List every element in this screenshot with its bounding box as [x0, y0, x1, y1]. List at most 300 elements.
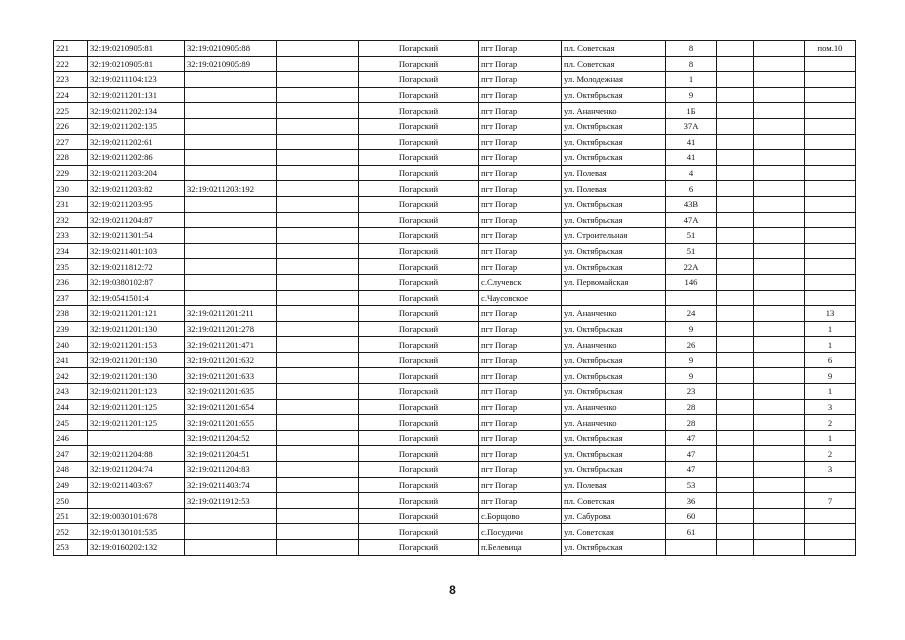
table-row — [54, 540, 856, 556]
empty-cell — [717, 212, 754, 228]
table-row — [54, 306, 856, 322]
premise-cadastral-number-cell: 32:19:0211403:74 — [185, 477, 277, 493]
street-cell: ул. Октябрьская — [562, 462, 666, 478]
empty-cell — [277, 228, 359, 244]
row-number-cell: 222 — [54, 56, 88, 72]
empty-cell — [754, 274, 805, 290]
empty-cell — [277, 477, 359, 493]
page-number: 8 — [449, 583, 456, 597]
house-number-cell: 28 — [666, 399, 717, 415]
street-cell: ул. Октябрьская — [562, 384, 666, 400]
premise-cadastral-number-cell: 32:19:0211204:51 — [185, 446, 277, 462]
premise-number-cell: 1 — [805, 337, 856, 353]
settlement-cell: пгт Погар — [479, 259, 562, 275]
cadastral-number-cell: 32:19:0211301:54 — [88, 228, 185, 244]
house-number-cell: 51 — [666, 243, 717, 259]
premise-number-cell — [805, 87, 856, 103]
premise-number-cell: 7 — [805, 493, 856, 509]
empty-cell — [277, 462, 359, 478]
settlement-cell: пгт Погар — [479, 306, 562, 322]
cadastral-number-cell: 32:19:0130101:535 — [88, 524, 185, 540]
premise-number-cell — [805, 290, 856, 306]
empty-cell — [754, 540, 805, 556]
empty-cell — [754, 118, 805, 134]
premise-cadastral-number-cell: 32:19:0211201:278 — [185, 321, 277, 337]
table-row — [54, 134, 856, 150]
street-cell: ул. Октябрьская — [562, 87, 666, 103]
premise-number-cell: 13 — [805, 306, 856, 322]
district-cell: Погарский — [359, 134, 479, 150]
street-cell: ул. Сабурова — [562, 508, 666, 524]
empty-cell — [754, 352, 805, 368]
street-cell: ул. Ананченко — [562, 306, 666, 322]
premise-cadastral-number-cell — [185, 243, 277, 259]
district-cell: Погарский — [359, 259, 479, 275]
empty-cell — [717, 352, 754, 368]
premise-cadastral-number-cell — [185, 134, 277, 150]
empty-cell — [717, 41, 754, 57]
street-cell: ул. Октябрьская — [562, 134, 666, 150]
street-cell: пл. Советская — [562, 56, 666, 72]
empty-cell — [754, 243, 805, 259]
house-number-cell — [666, 290, 717, 306]
table-row — [54, 493, 856, 509]
empty-cell — [717, 508, 754, 524]
cadastral-number-cell: 32:19:0211201:130 — [88, 368, 185, 384]
empty-cell — [754, 228, 805, 244]
district-cell: Погарский — [359, 181, 479, 197]
street-cell: ул. Октябрьская — [562, 321, 666, 337]
premise-number-cell — [805, 150, 856, 166]
premise-number-cell — [805, 477, 856, 493]
premise-cadastral-number-cell: 32:19:0211912:53 — [185, 493, 277, 509]
table-row — [54, 165, 856, 181]
premise-number-cell: 1 — [805, 430, 856, 446]
street-cell: ул. Строительная — [562, 228, 666, 244]
premise-cadastral-number-cell: 32:19:0211201:635 — [185, 384, 277, 400]
house-number-cell: 47 — [666, 430, 717, 446]
empty-cell — [277, 306, 359, 322]
empty-cell — [277, 368, 359, 384]
empty-cell — [754, 165, 805, 181]
empty-cell — [754, 462, 805, 478]
settlement-cell: пгт Погар — [479, 181, 562, 197]
empty-cell — [754, 56, 805, 72]
house-number-cell: 53 — [666, 477, 717, 493]
empty-cell — [754, 477, 805, 493]
street-cell: ул. Октябрьская — [562, 446, 666, 462]
empty-cell — [277, 399, 359, 415]
district-cell: Погарский — [359, 368, 479, 384]
table-row — [54, 290, 856, 306]
cadastral-number-cell: 32:19:0211201:130 — [88, 321, 185, 337]
table-row — [54, 321, 856, 337]
empty-cell — [717, 118, 754, 134]
cadastral-number-cell: 32:19:0211202:86 — [88, 150, 185, 166]
empty-cell — [717, 72, 754, 88]
house-number-cell: 1Б — [666, 103, 717, 119]
table-row — [54, 243, 856, 259]
premise-cadastral-number-cell — [185, 274, 277, 290]
street-cell: ул. Молодежная — [562, 72, 666, 88]
district-cell: Погарский — [359, 430, 479, 446]
table-row — [54, 524, 856, 540]
street-cell: ул. Октябрьская — [562, 352, 666, 368]
empty-cell — [717, 290, 754, 306]
premise-cadastral-number-cell: 32:19:0210905:88 — [185, 41, 277, 57]
house-number-cell: 47 — [666, 462, 717, 478]
district-cell: Погарский — [359, 212, 479, 228]
cadastral-number-cell: 32:19:0211201:125 — [88, 415, 185, 431]
district-cell: Погарский — [359, 118, 479, 134]
district-cell: Погарский — [359, 150, 479, 166]
district-cell: Погарский — [359, 41, 479, 57]
table-row — [54, 462, 856, 478]
premise-number-cell — [805, 243, 856, 259]
table-body — [54, 41, 856, 556]
district-cell: Погарский — [359, 493, 479, 509]
empty-cell — [717, 446, 754, 462]
premise-number-cell — [805, 118, 856, 134]
row-number-cell: 239 — [54, 321, 88, 337]
settlement-cell: п.Белевица — [479, 540, 562, 556]
street-cell: ул. Октябрьская — [562, 540, 666, 556]
house-number-cell: 22А — [666, 259, 717, 275]
cadastral-number-cell: 32:19:0160202:132 — [88, 540, 185, 556]
street-cell: ул. Октябрьская — [562, 368, 666, 384]
house-number-cell: 61 — [666, 524, 717, 540]
district-cell: Погарский — [359, 399, 479, 415]
premise-cadastral-number-cell — [185, 87, 277, 103]
house-number-cell — [666, 540, 717, 556]
table-row — [54, 259, 856, 275]
house-number-cell: 6 — [666, 181, 717, 197]
cadastral-number-cell: 32:19:0210905:81 — [88, 56, 185, 72]
table-row — [54, 337, 856, 353]
table-row — [54, 430, 856, 446]
premise-cadastral-number-cell — [185, 196, 277, 212]
cadastral-number-cell: 32:19:0030101:678 — [88, 508, 185, 524]
empty-cell — [717, 368, 754, 384]
settlement-cell: пгт Погар — [479, 493, 562, 509]
settlement-cell: пгт Погар — [479, 321, 562, 337]
settlement-cell: пгт Погар — [479, 477, 562, 493]
premise-number-cell — [805, 196, 856, 212]
row-number-cell: 223 — [54, 72, 88, 88]
empty-cell — [754, 196, 805, 212]
property-registry-table — [53, 40, 856, 556]
house-number-cell: 51 — [666, 228, 717, 244]
district-cell: Погарский — [359, 228, 479, 244]
empty-cell — [277, 243, 359, 259]
premise-number-cell — [805, 524, 856, 540]
empty-cell — [717, 103, 754, 119]
empty-cell — [277, 352, 359, 368]
row-number-cell: 240 — [54, 337, 88, 353]
settlement-cell: пгт Погар — [479, 430, 562, 446]
empty-cell — [277, 508, 359, 524]
district-cell: Погарский — [359, 103, 479, 119]
row-number-cell: 230 — [54, 181, 88, 197]
empty-cell — [717, 415, 754, 431]
street-cell: ул. Ананченко — [562, 337, 666, 353]
street-cell: ул. Октябрьская — [562, 430, 666, 446]
street-cell: ул. Ананченко — [562, 415, 666, 431]
empty-cell — [717, 337, 754, 353]
row-number-cell: 253 — [54, 540, 88, 556]
premise-number-cell: 9 — [805, 368, 856, 384]
premise-number-cell — [805, 274, 856, 290]
empty-cell — [277, 118, 359, 134]
cadastral-number-cell: 32:19:0211403:67 — [88, 477, 185, 493]
table-row — [54, 274, 856, 290]
premise-cadastral-number-cell: 32:19:0211201:633 — [185, 368, 277, 384]
district-cell: Погарский — [359, 56, 479, 72]
premise-number-cell — [805, 228, 856, 244]
table-row — [54, 181, 856, 197]
district-cell: Погарский — [359, 415, 479, 431]
premise-number-cell — [805, 134, 856, 150]
cadastral-number-cell — [88, 430, 185, 446]
empty-cell — [754, 368, 805, 384]
house-number-cell: 47А — [666, 212, 717, 228]
settlement-cell: пгт Погар — [479, 352, 562, 368]
premise-cadastral-number-cell — [185, 228, 277, 244]
premise-number-cell — [805, 103, 856, 119]
row-number-cell: 238 — [54, 306, 88, 322]
cadastral-number-cell: 32:19:0211104:123 — [88, 72, 185, 88]
empty-cell — [717, 228, 754, 244]
row-number-cell: 247 — [54, 446, 88, 462]
street-cell: пл. Советская — [562, 41, 666, 57]
cadastral-number-cell: 32:19:0211201:130 — [88, 352, 185, 368]
district-cell: Погарский — [359, 274, 479, 290]
settlement-cell: пгт Погар — [479, 56, 562, 72]
row-number-cell: 235 — [54, 259, 88, 275]
street-cell — [562, 290, 666, 306]
empty-cell — [754, 321, 805, 337]
premise-cadastral-number-cell — [185, 508, 277, 524]
settlement-cell: пгт Погар — [479, 212, 562, 228]
empty-cell — [717, 524, 754, 540]
empty-cell — [277, 384, 359, 400]
empty-cell — [277, 540, 359, 556]
settlement-cell: пгт Погар — [479, 165, 562, 181]
premise-cadastral-number-cell — [185, 524, 277, 540]
house-number-cell: 47 — [666, 446, 717, 462]
empty-cell — [277, 103, 359, 119]
empty-cell — [277, 72, 359, 88]
empty-cell — [717, 165, 754, 181]
district-cell: Погарский — [359, 196, 479, 212]
row-number-cell: 226 — [54, 118, 88, 134]
empty-cell — [717, 181, 754, 197]
premise-number-cell — [805, 259, 856, 275]
empty-cell — [754, 72, 805, 88]
premise-number-cell — [805, 508, 856, 524]
empty-cell — [717, 87, 754, 103]
premise-cadastral-number-cell: 32:19:0211204:83 — [185, 462, 277, 478]
street-cell: ул. Октябрьская — [562, 118, 666, 134]
row-number-cell: 244 — [54, 399, 88, 415]
row-number-cell: 241 — [54, 352, 88, 368]
district-cell: Погарский — [359, 384, 479, 400]
empty-cell — [277, 181, 359, 197]
cadastral-number-cell: 32:19:0541501:4 — [88, 290, 185, 306]
empty-cell — [277, 274, 359, 290]
table-row — [54, 212, 856, 228]
cadastral-number-cell: 32:19:0211201:123 — [88, 384, 185, 400]
empty-cell — [754, 306, 805, 322]
cadastral-number-cell: 32:19:0211202:134 — [88, 103, 185, 119]
empty-cell — [717, 462, 754, 478]
empty-cell — [717, 56, 754, 72]
table-row — [54, 508, 856, 524]
house-number-cell: 24 — [666, 306, 717, 322]
cadastral-number-cell: 32:19:0211204:87 — [88, 212, 185, 228]
table-row — [54, 399, 856, 415]
empty-cell — [277, 493, 359, 509]
house-number-cell: 8 — [666, 41, 717, 57]
empty-cell — [754, 212, 805, 228]
empty-cell — [754, 41, 805, 57]
empty-cell — [717, 196, 754, 212]
premise-cadastral-number-cell: 32:19:0211201:211 — [185, 306, 277, 322]
empty-cell — [754, 259, 805, 275]
cadastral-number-cell: 32:19:0211202:135 — [88, 118, 185, 134]
premise-number-cell — [805, 540, 856, 556]
settlement-cell: пгт Погар — [479, 196, 562, 212]
row-number-cell: 249 — [54, 477, 88, 493]
premise-cadastral-number-cell — [185, 165, 277, 181]
settlement-cell: с.Посудичи — [479, 524, 562, 540]
premise-number-cell: 2 — [805, 415, 856, 431]
settlement-cell: с.Чаусовское — [479, 290, 562, 306]
premise-cadastral-number-cell: 32:19:0211201:471 — [185, 337, 277, 353]
row-number-cell: 234 — [54, 243, 88, 259]
row-number-cell: 243 — [54, 384, 88, 400]
house-number-cell: 41 — [666, 134, 717, 150]
premise-cadastral-number-cell — [185, 150, 277, 166]
row-number-cell: 248 — [54, 462, 88, 478]
street-cell: ул. Советская — [562, 524, 666, 540]
empty-cell — [754, 430, 805, 446]
settlement-cell: пгт Погар — [479, 41, 562, 57]
empty-cell — [277, 524, 359, 540]
cadastral-number-cell: 32:19:0211202:61 — [88, 134, 185, 150]
empty-cell — [717, 430, 754, 446]
premise-cadastral-number-cell: 32:19:0211203:192 — [185, 181, 277, 197]
premise-cadastral-number-cell: 32:19:0210905:89 — [185, 56, 277, 72]
empty-cell — [277, 446, 359, 462]
district-cell: Погарский — [359, 290, 479, 306]
empty-cell — [717, 243, 754, 259]
table-row — [54, 228, 856, 244]
empty-cell — [277, 56, 359, 72]
house-number-cell: 60 — [666, 508, 717, 524]
settlement-cell: пгт Погар — [479, 228, 562, 244]
row-number-cell: 221 — [54, 41, 88, 57]
row-number-cell: 250 — [54, 493, 88, 509]
empty-cell — [754, 384, 805, 400]
table-row — [54, 384, 856, 400]
premise-number-cell — [805, 181, 856, 197]
empty-cell — [717, 274, 754, 290]
row-number-cell: 245 — [54, 415, 88, 431]
cadastral-number-cell: 32:19:0211204:88 — [88, 446, 185, 462]
empty-cell — [277, 290, 359, 306]
empty-cell — [754, 290, 805, 306]
settlement-cell: пгт Погар — [479, 446, 562, 462]
street-cell: ул. Октябрьская — [562, 212, 666, 228]
house-number-cell: 9 — [666, 368, 717, 384]
empty-cell — [277, 430, 359, 446]
street-cell: ул. Октябрьская — [562, 196, 666, 212]
empty-cell — [717, 399, 754, 415]
street-cell: ул. Полевая — [562, 181, 666, 197]
empty-cell — [277, 337, 359, 353]
settlement-cell: пгт Погар — [479, 384, 562, 400]
house-number-cell: 26 — [666, 337, 717, 353]
premise-cadastral-number-cell: 32:19:0211204:52 — [185, 430, 277, 446]
table-row — [54, 368, 856, 384]
settlement-cell: с.Борщово — [479, 508, 562, 524]
table-row — [54, 72, 856, 88]
empty-cell — [754, 134, 805, 150]
cadastral-number-cell: 32:19:0380102:87 — [88, 274, 185, 290]
premise-cadastral-number-cell — [185, 212, 277, 228]
district-cell: Погарский — [359, 306, 479, 322]
premise-number-cell: 6 — [805, 352, 856, 368]
empty-cell — [754, 87, 805, 103]
empty-cell — [277, 165, 359, 181]
row-number-cell: 224 — [54, 87, 88, 103]
house-number-cell: 28 — [666, 415, 717, 431]
cadastral-number-cell: 32:19:0211201:121 — [88, 306, 185, 322]
street-cell: ул. Октябрьская — [562, 150, 666, 166]
empty-cell — [717, 134, 754, 150]
district-cell: Погарский — [359, 477, 479, 493]
district-cell: Погарский — [359, 540, 479, 556]
premise-number-cell: 1 — [805, 321, 856, 337]
settlement-cell: пгт Погар — [479, 87, 562, 103]
street-cell: ул. Ананченко — [562, 399, 666, 415]
cadastral-number-cell: 32:19:0211201:153 — [88, 337, 185, 353]
cadastral-number-cell: 32:19:0211204:74 — [88, 462, 185, 478]
row-number-cell: 225 — [54, 103, 88, 119]
premise-number-cell: 1 — [805, 384, 856, 400]
row-number-cell: 231 — [54, 196, 88, 212]
cadastral-number-cell: 32:19:0211203:95 — [88, 196, 185, 212]
empty-cell — [717, 150, 754, 166]
row-number-cell: 242 — [54, 368, 88, 384]
premise-number-cell: 3 — [805, 399, 856, 415]
district-cell: Погарский — [359, 87, 479, 103]
street-cell: ул. Октябрьская — [562, 259, 666, 275]
street-cell: ул. Октябрьская — [562, 243, 666, 259]
house-number-cell: 9 — [666, 87, 717, 103]
street-cell: ул. Первомайская — [562, 274, 666, 290]
row-number-cell: 227 — [54, 134, 88, 150]
empty-cell — [277, 321, 359, 337]
settlement-cell: пгт Погар — [479, 118, 562, 134]
empty-cell — [754, 150, 805, 166]
cadastral-number-cell: 32:19:0211401:103 — [88, 243, 185, 259]
empty-cell — [717, 540, 754, 556]
street-cell: ул. Полевая — [562, 165, 666, 181]
district-cell: Погарский — [359, 72, 479, 88]
row-number-cell: 236 — [54, 274, 88, 290]
